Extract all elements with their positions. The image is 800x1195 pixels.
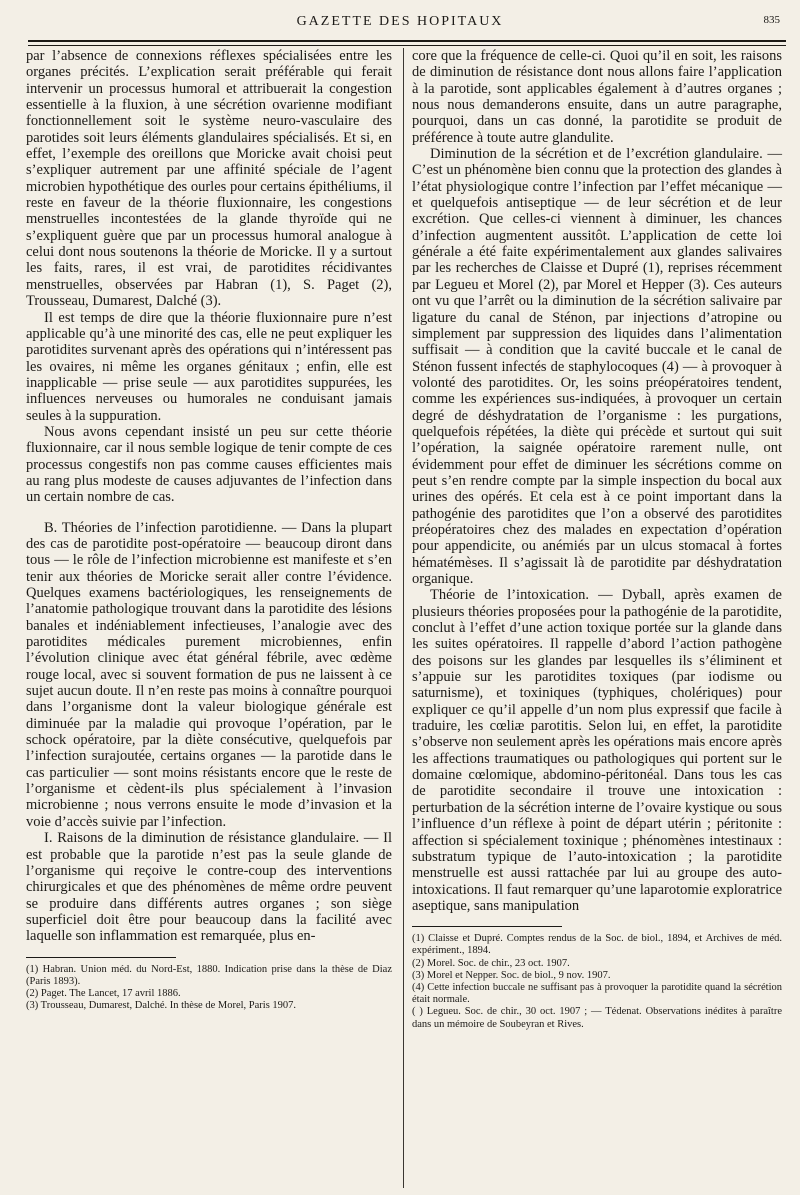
subsection-paragraph: I. Raisons de la diminution de résistance glandulaire. — Il est probable que la parotide n’est pas la seule glande de l’organisme qui reçoive le contre-coup des interventions chirurgicales et que des phénomènes de même ordre peuvent se produire dans différents autres organes ; son siège superficiel doit être pour beaucoup dans la facilité avec laquelle son inflammation est remarquée, plus en-	[26, 830, 392, 945]
right-column	[412, 48, 782, 1031]
header-rule	[28, 40, 786, 42]
page-header	[40, 14, 790, 36]
footnotes-left	[26, 964, 392, 1013]
footnote: (1) Habran. Union méd. du Nord-Est, 1880. Indication prise dans la thèse de Diaz (Paris 1893).	[26, 963, 392, 987]
footnote: (2) Paget. The Lancet, 17 avril 1886.	[26, 987, 181, 999]
footnote: (3) Morel et Nepper. Soc. de biol., 9 nov. 1907.	[412, 969, 611, 981]
section-b-paragraph: B. Théories de l’infection parotidienne. — Dans la plupart des cas de parotidite post-opératoire — beaucoup diront dans tous — le rôle de l’infection microbienne est manifeste et s’en tenir aux théories de Moricke serait aller contre l’évidence. Quelques examens bactériologiques, les renseignements de l’anatomie pathologique trouvant dans la parotidite des lésions banales et indéniablement infectieuses, l’analogie avec des parotidites médicales purement microbiennes, enfin l’évolution clinique avec état général fébrile, avec œdème rouge local, avec si souvent formation de pus ne laissent à ce sujet aucun doute. Il n’en reste pas moins à connaître pourquoi dans l’organisme dont la valeur biologique générale est diminuée par la maladie qui provoque l’opération, par le schock opératoire, par la diète consécutive, quelquefois par l’infection surajoutée, certains organes — la parotide dans le cas particulier — sont moins résistants encore que le reste de l’organisme et cèdent-ils plus spécialement à l’invasion microbienne ; nous verrons ensuite le mode d’invasion et la voie d’accès suivie par l’infection.	[26, 519, 392, 830]
paragraph: Il est temps de dire que la théorie fluxionnaire pure n’est applicable qu’à une minorité des cas, elle ne peut expliquer les parotidites survenant après des opérations qui n’intéressent pas les ovaires, ni même les organes génitaux ; enfin, elle est inapplicable — prise seule — aux parotidites suppurées, les influences nerveuses ou humorales ne conduisant jamais seules à la suppuration.	[26, 309, 392, 424]
paragraph: core que la fréquence de celle-ci. Quoi qu’il en soit, les raisons de diminution de résistance dont nous allons faire l’application à la parotide, sont applicables également à d’autres organes ; nous nous demanderons ensuite, dans un autre paragraphe, pourquoi, dans un cas donné, la parotidite se produit de préférence à toute autre glandulite.	[412, 48, 782, 146]
journal-title: GAZETTE DES HOPITAUX	[296, 14, 504, 29]
footnote: (2) Morel. Soc. de chir., 23 oct. 1907.	[412, 957, 570, 969]
footnotes-right	[412, 933, 782, 1031]
footnote: (1) Claisse et Dupré. Comptes rendus de la Soc. de biol., 1894, et Archives de méd. expériment., 1894.	[412, 933, 782, 957]
left-column	[26, 48, 392, 1012]
footnote-rule	[26, 957, 176, 958]
footnote: (3) Trousseau, Dumarest, Dalché. In thèse de Morel, Paris 1907.	[26, 1000, 297, 1012]
paragraph: par l’absence de connexions réflexes spécialisées entre les organes précités. L’explication serait préférable qui ferait intervenir un processus humoral et attribuerait la congestion essentielle à la fluxion, à une sécrétion ovarienne modifiant fonctionnellement soit le système neuro-vasculaire des parotides soit leurs éléments glandulaires spécialisés. Et si, en effet, l’exemple des oreillons que Moricke avait choisi peut s’expliquer autrement par une affinité spéciale de l’agent microbien hypothétique des ourles pour certains épithéliums, il reste en faveur de la théorie fluxionnaire, les congestions menstruelles incontestées de la glande thyroïde qui ne s’expliquent guère que par un processus humoral analogue à celui dont nous soutenons la théorie de Moricke. Il y a surtout les faits, rares, il est vrai, de parotidites récidivantes menstruelles, observées par Habran (1), S. Paget (2), Trousseau, Dumarest, Dalché (3).	[26, 48, 392, 310]
paragraph: Nous avons cependant insisté un peu sur cette théorie fluxionnaire, car il nous semble logique de tenir compte de ces processus congestifs non pas comme causes efficientes mais au rang plus modeste de causes adjuvantes de l’infection dans un certain nombre de cas.	[26, 423, 392, 506]
paragraph: Diminution de la sécrétion et de l’excrétion glandulaire. — C’est un phénomène bien connu que la protection des glandes à l’état physiologique contre l’infection par l’effet mécanique — et quelquefois antiseptique — de leur sécrétion et de leur excrétion. Que celles-ci viennent à diminuer, les chances d’infection augmentent aussitôt. L’application de cette loi générale a été faite expérimentalement aux glandes salivaires par les recherches de Claisse et Dupré (1), reprises récemment par Legueu et Morel (2), par Morel et Hepper (3). Ces auteurs ont vu que l’arrêt ou la diminution de la sécrétion salivaire par ligature du canal de Sténon, par injections d’atropine ou simplement par suppression des liquides dans l’alimentation suffisait — à condition que la cavité buccale et le canal de Sténon fussent infectés de staphylocoques (4) — à provoquer à volonté des parotidites. Or, les soins préopératoires tendent, comme les expériences sus-indiquées, à provoquer un certain degré de déshydratation de l’organisme : les purgations, quelquefois répétées, la diète qui précède et surtout qui suit l’opération, la saignée opératoire rarement nulle, ont évidemment pour effet de diminuer les sécrétions comme on peut s’en rendre compte par la simple inspection du bocal aux urines des opérés. Et cela est à ce point important dans la pathogénie des parotidites que l’on a observé des parotidites préopératoires chez des malades en expectation d’opération pour appendicite, ou anémiés par un ulcus stomacal à fortes hématémèses. Il s’agissait là de parotidite par déshydratation organique.	[412, 146, 782, 587]
footnote: (4) Cette infection buccale ne suffisant pas à provoquer la parotidite quand la sécrétion était normale.	[412, 982, 782, 1006]
footnote: ( ) Legueu. Soc. de chir., 30 oct. 1907 ; — Tédenat. Observations inédites à paraître dans un mémoire de Soubeyran et Rives.	[412, 1006, 782, 1030]
header-rule-thin	[28, 45, 786, 46]
paragraph: Théorie de l’intoxication. — Dyball, après examen de plusieurs théories proposées pour la pathogénie de la parotidite, conclut à l’effet d’une action toxique portée sur la glande dans les suites opératoires. Il rappelle d’abord l’action pathogène des poisons sur les glandes par lesquelles ils s’éliminent et s’appuie sur les parotidites toxiques (par iodisme ou saturnisme), et toxiniques (typhiques, cholériques) pour expliquer ce qu’il appelle d’un nom plus expressif que facile à traduire, les cœliæ parotitis. Selon lui, en effet, la parotidite s’observe non seulement après les opérations mais encore après les affections traumatiques ou pathologiques qui portent sur le domaine cœlomique, abdomino-péritonéal. Dans tous les cas de parotidite secondaire il trouve une intoxication : perturbation de la sécrétion interne de l’ovaire kystique ou sous l’influence d’un réflexe à point de départ utérin ; péritonite : affection si spécialement toxinique ; phénomènes intestinaux : substratum typique de l’auto-intoxication ; la parotidite menstruelle est aussi rattachée par lui au groupe des auto-intoxications. Il faut remarquer qu’une laparotomie exploratrice aseptique, sans manipulation	[412, 587, 783, 914]
footnote-rule	[412, 926, 562, 927]
page-number: 835	[763, 14, 780, 26]
column-divider	[403, 48, 404, 1188]
